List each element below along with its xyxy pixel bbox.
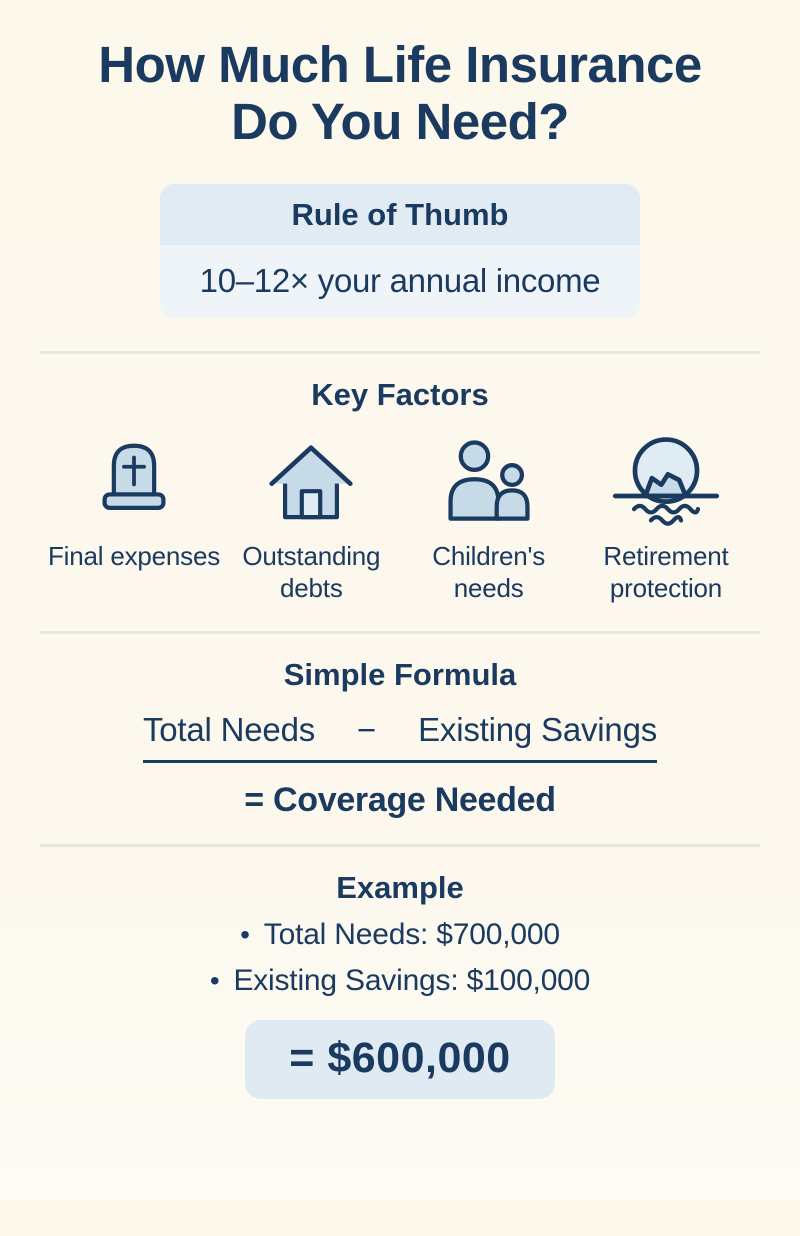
section-divider (40, 844, 760, 847)
factor-label: Outstanding debts (242, 541, 381, 603)
bullet-text: Total Needs: $700,000 (263, 917, 560, 951)
parent-child-icon (442, 433, 536, 527)
key-factors-row (0, 433, 800, 604)
formula-fraction-line (143, 760, 657, 763)
example-bullet-existing-savings (0, 964, 800, 998)
example-result-value: = $600,000 (289, 1033, 511, 1082)
example-bullet-total-needs (0, 918, 800, 952)
formula-result: = Coverage Needed (244, 780, 556, 819)
key-factors-heading: Key Factors (311, 377, 489, 413)
factor-outstanding-debts (223, 433, 399, 604)
example-heading: Example (336, 869, 464, 905)
rule-of-thumb-card (160, 184, 640, 318)
page-title (0, 36, 800, 150)
factor-retirement-protection (578, 433, 754, 604)
formula-subtrahend: Existing Savings (418, 710, 658, 748)
factor-label: Final expenses (47, 541, 221, 572)
section-divider (40, 351, 760, 354)
section-divider (40, 631, 760, 634)
bullet-icon: • (240, 918, 250, 950)
formula-expression (0, 711, 800, 749)
sunset-water-icon (608, 433, 724, 527)
rule-of-thumb-value: 10–12× your annual income (199, 262, 601, 300)
example-result-card (245, 1020, 554, 1099)
page-title-line1: How Much Life Insurance (98, 36, 702, 93)
house-icon (265, 433, 357, 527)
minus-operator: − (357, 710, 377, 748)
formula-minuend: Total Needs (142, 710, 316, 748)
simple-formula-heading: Simple Formula (283, 656, 517, 692)
rule-of-thumb-heading: Rule of Thumb (160, 184, 640, 245)
infographic-page (0, 36, 800, 1236)
bullet-text: Existing Savings: $100,000 (233, 963, 591, 997)
tombstone-icon (92, 433, 176, 527)
bullet-icon: • (209, 964, 220, 996)
factor-childrens-needs (401, 433, 577, 604)
factor-label: Children's needs (432, 541, 546, 603)
factor-label: Retirement protection (603, 541, 729, 603)
factor-final-expenses (46, 433, 222, 604)
page-title-line2: Do You Need? (231, 93, 569, 151)
